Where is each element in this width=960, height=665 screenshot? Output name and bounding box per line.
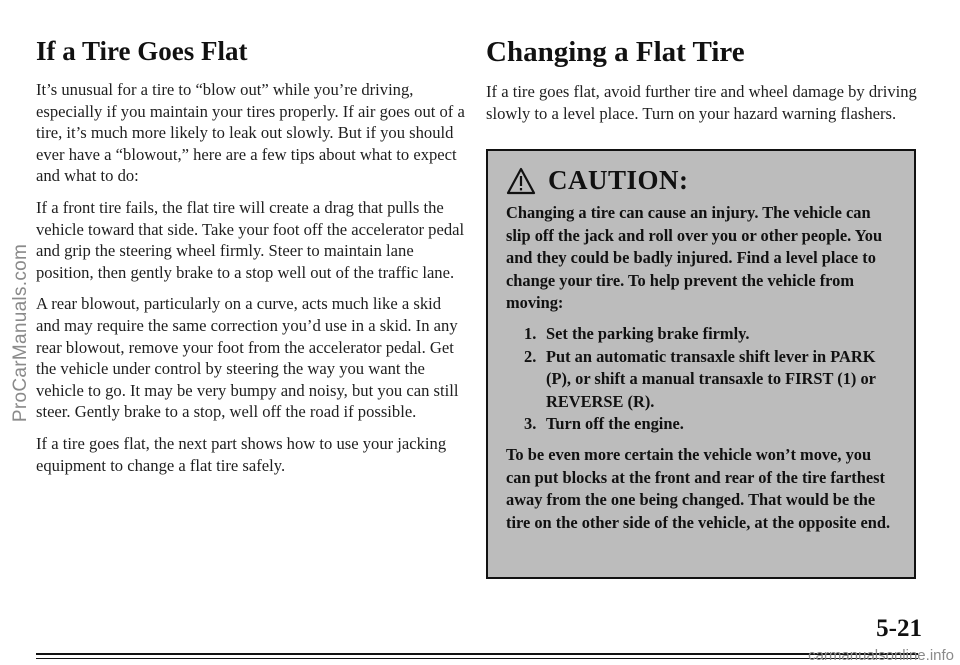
footer-divider bbox=[36, 653, 918, 655]
left-column bbox=[36, 36, 468, 486]
step-number: 1. bbox=[524, 323, 537, 343]
step-text: Turn off the engine. bbox=[546, 414, 684, 434]
paragraph-rear-blowout: A rear blowout, particularly on a curve, acts much like a skid and may require the same correction you’d use in a skid. In any rear blowout, remove your foot from the accelerator pedal. Get the vehicle under control by steering the way you want the vehicle to go. It may be very bumpy and noisy, but you can still steer. Gently brake to a stop, well off the road if possible. bbox=[36, 294, 459, 422]
list-item bbox=[524, 346, 896, 414]
paragraph-blowout-intro: It’s unusual for a tire to “blow out” while you’re driving, especially if you maintain your tires properly. If air goes out of a tire, it’s much more likely to leak out slowly. But if you should ever have a “blowout,” here are a few tips about what to expect and what to do: bbox=[36, 80, 465, 186]
caution-closing: To be even more certain the vehicle won’t move, you can put blocks at the front and rear of the tire farthest away from the one being changed. That would be the tire on the other side of the vehicle, at the opposite end. bbox=[506, 444, 891, 532]
list-item bbox=[524, 323, 896, 346]
section-title-flat-tire: If a Tire Goes Flat bbox=[36, 36, 248, 66]
list-item bbox=[524, 413, 896, 436]
caution-text: Changing a tire can cause an injury. The vehicle can slip off the jack and roll over you or other people. You and they could be badly injured. Find a level place to change your tire. To help prevent the vehicle from moving: bbox=[506, 203, 883, 313]
caution-label: CAUTION: bbox=[548, 165, 689, 195]
paragraph-front-tire: If a front tire fails, the flat tire will create a drag that pulls the vehicle toward that side. Take your foot off the accelerator pedal and grip the steering wheel firmly. Steer to maintain lane position, then gently brake to a stop well out of the traffic lane. bbox=[36, 197, 465, 282]
step-number: 3. bbox=[524, 414, 537, 434]
caution-steps bbox=[506, 323, 896, 436]
page-number: 5-21 bbox=[876, 615, 922, 642]
side-watermark bbox=[4, 0, 38, 665]
side-watermark-text: ProCarManuals.com bbox=[10, 243, 31, 422]
footer-divider-thin bbox=[36, 658, 918, 659]
paragraph-changing-intro: If a tire goes flat, avoid further tire and wheel damage by driving slowly to a level place. Turn on your hazard warning flashers. bbox=[486, 82, 917, 123]
paragraph-next-part: If a tire goes flat, the next part shows how to use your jacking equipment to change a flat tire safely. bbox=[36, 433, 447, 475]
caution-box bbox=[486, 149, 916, 579]
step-text: Set the parking brake firmly. bbox=[546, 323, 750, 343]
right-column bbox=[486, 36, 926, 134]
step-text: Put an automatic transaxle shift lever in PARK (P), or shift a manual transaxle to FIRST (1) or REVERSE (R). bbox=[546, 346, 876, 411]
step-number: 2. bbox=[524, 346, 537, 366]
warning-triangle-icon bbox=[506, 167, 536, 195]
section-title-changing-tire: Changing a Flat Tire bbox=[486, 36, 745, 68]
footer-watermark: carmanualsonline.info bbox=[808, 647, 954, 664]
caution-header bbox=[506, 165, 896, 196]
